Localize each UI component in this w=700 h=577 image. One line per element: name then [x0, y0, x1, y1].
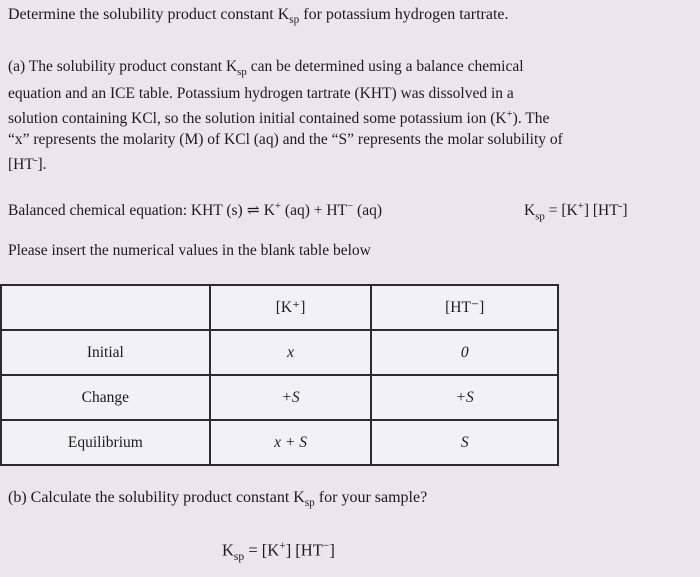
row-label: Initial	[1, 330, 210, 375]
title-text-rest: for potassium hydrogen tartrate.	[299, 6, 509, 23]
equation-product-k: K	[263, 202, 275, 220]
part-b-text: (b) Calculate the solubility product constant K	[8, 489, 305, 506]
cell-ht-value[interactable]: 0	[371, 330, 558, 375]
ksp-sup-2: -	[618, 200, 623, 212]
ksp-end: ]	[622, 202, 628, 220]
para-line-1-rest: can be determined using a balance chemical	[246, 58, 524, 75]
para-line-5-rest: ].	[37, 156, 47, 174]
para-line-1-sub: sp	[237, 66, 247, 79]
para-line-3-sup: +	[506, 108, 513, 121]
title-subscript: sp	[289, 14, 300, 27]
ksp-k: K	[524, 202, 536, 220]
ksp-final-sup-2: −	[322, 540, 330, 552]
para-line-4: “x” represents the molarity (M) of KCl (aq) and the “S” represents the molar solubility of	[8, 131, 563, 149]
balanced-equation	[8, 200, 382, 220]
para-line-1	[8, 56, 688, 83]
para-line-1-text: (a) The solubility product constant K	[8, 58, 238, 75]
part-b-sub: sp	[304, 497, 315, 510]
ksp-final-sub: sp	[233, 550, 245, 563]
ksp-final-k: K	[222, 540, 234, 560]
part-a-paragraph	[8, 56, 688, 175]
instruction-text: Please insert the numerical values in the blank table below	[8, 242, 371, 259]
header-cell-ht: [HT⁻]	[371, 285, 558, 330]
ksp-final-end: ]	[329, 540, 335, 560]
ksp-ht: ] [HT	[583, 202, 619, 220]
para-line-3	[8, 104, 688, 129]
equation-reactant: Balanced chemical equation: KHT (s)	[8, 202, 243, 220]
ksp-final-sup-1: +	[279, 540, 286, 552]
para-line-5-text: [HT	[8, 156, 34, 174]
question-title	[8, 6, 509, 26]
title-text: Determine the solubility product constant K	[8, 6, 290, 23]
cell-ht-value[interactable]: +S	[371, 375, 558, 420]
part-b-question	[8, 489, 427, 509]
row-label: Change	[1, 375, 210, 420]
para-line-5	[8, 150, 688, 175]
ksp-expression	[524, 200, 628, 222]
para-line-2: equation and an ICE table. Potassium hydrogen tartrate (KHT) was dissolved in a	[8, 85, 514, 103]
para-line-3-rest: ). The	[512, 110, 550, 128]
cell-k-value[interactable]: x + S	[210, 420, 372, 465]
equation-product-end: (aq)	[353, 202, 382, 220]
header-cell-k: [K⁺]	[210, 285, 372, 330]
cell-k-value[interactable]: +S	[210, 375, 372, 420]
table-header-row	[1, 285, 558, 330]
equation-product-ht: (aq) + HT	[281, 202, 348, 220]
table-row	[1, 420, 558, 465]
row-label: Equilibrium	[1, 420, 210, 465]
header-cell-empty	[1, 285, 210, 330]
table-row	[1, 330, 558, 375]
ksp-sup-1: +	[577, 200, 584, 212]
para-line-3-text: solution containing KCl, so the solution initial contained some potassium ion (K	[8, 110, 507, 128]
table-row	[1, 375, 558, 420]
equation-sup-2: −	[347, 200, 354, 212]
equilibrium-arrow-icon: ⇌	[246, 202, 260, 220]
equation-sup-1: +	[274, 200, 282, 212]
ksp-final-eq: = [K	[244, 540, 280, 560]
ksp-eq: = [K	[544, 202, 578, 220]
cell-k-value[interactable]: x	[210, 330, 372, 375]
ice-table	[0, 284, 559, 466]
cell-ht-value[interactable]: S	[371, 420, 558, 465]
para-line-5-sup: -	[33, 154, 38, 167]
ksp-sub: sp	[535, 210, 545, 223]
part-b-rest: for your sample?	[314, 489, 428, 506]
ksp-final-expression	[222, 540, 335, 563]
ksp-final-ht: ] [HT	[285, 540, 323, 560]
